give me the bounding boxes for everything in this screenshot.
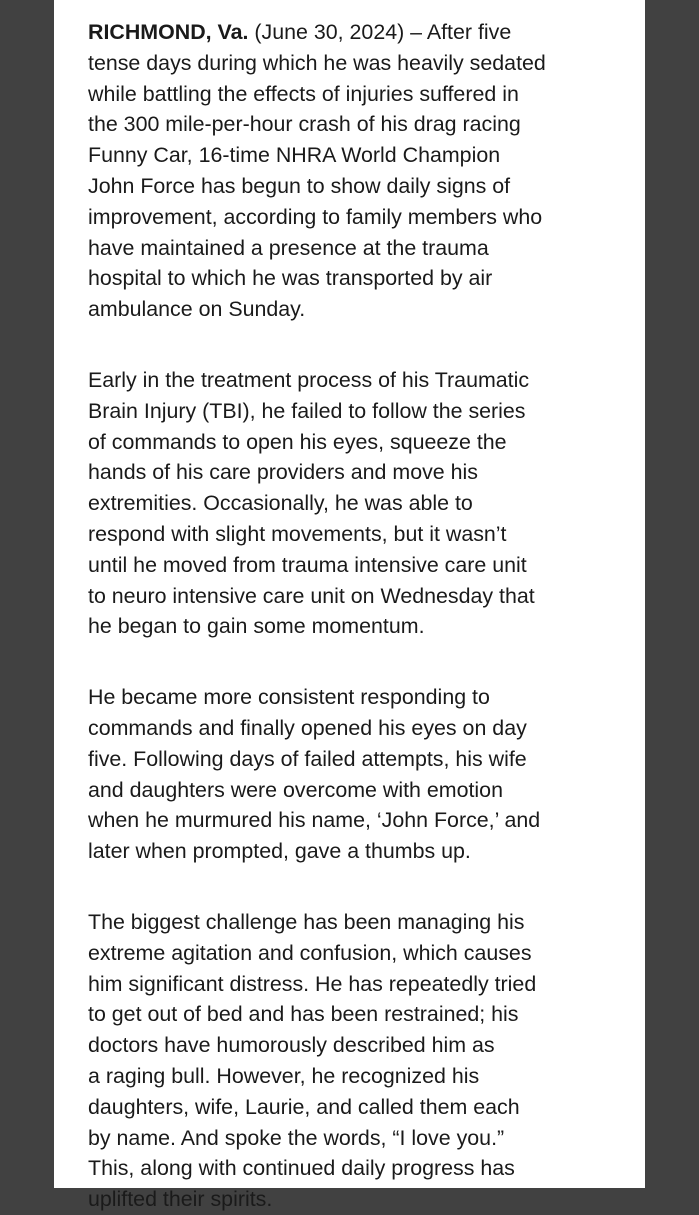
paragraph-line: commands and finally opened his eyes on day — [88, 715, 527, 740]
article-paragraph-3 — [88, 682, 645, 867]
paragraph-line: The biggest challenge has been managing his — [88, 909, 525, 934]
paragraph-line: a raging bull. However, he recognized his — [88, 1063, 480, 1088]
paragraph-line: doctors have humorously described him as — [88, 1033, 495, 1058]
article-paragraph-2 — [88, 365, 645, 642]
paragraph-line: daughters, wife, Laurie, and called them each — [88, 1094, 520, 1119]
paragraph-line: while battling the effects of injuries suffered in — [88, 81, 519, 106]
paragraph-line: tense days during which he was heavily sedated — [88, 50, 546, 75]
paragraph-line: by name. And spoke the words, “I love you.” — [88, 1125, 505, 1150]
paragraph-line: respond with slight movements, but it wasn’t — [88, 521, 507, 546]
paragraph-line: the 300 mile-per-hour crash of his drag racing — [88, 112, 521, 137]
paragraph-line: He became more consistent responding to — [88, 685, 490, 710]
paragraph-line: when he murmured his name, ‘John Force,’ and — [88, 808, 541, 833]
paragraph-line: Brain Injury (TBI), he failed to follow the series — [88, 398, 526, 423]
paragraph-line: until he moved from trauma intensive care unit — [88, 552, 527, 577]
paragraph-line: he began to gain some momentum. — [88, 614, 425, 639]
dateline: RICHMOND, Va. — [88, 20, 249, 44]
paragraph-line: ambulance on Sunday. — [88, 297, 306, 322]
paragraph-line: hospital to which he was transported by air — [88, 266, 493, 291]
paragraph-line: This, along with continued daily progress has — [88, 1156, 515, 1181]
article-paragraph-4 — [88, 907, 645, 1215]
paragraph-line: Funny Car, 16-time NHRA World Champion — [88, 143, 501, 168]
paragraph-line: Early in the treatment process of his Traumatic — [88, 367, 530, 392]
paragraph-line: later when prompted, gave a thumbs up. — [88, 839, 471, 864]
paragraph-line: of commands to open his eyes, squeeze the — [88, 429, 507, 454]
paragraph-line: hands of his care providers and move his — [88, 460, 478, 485]
paragraph-line: him significant distress. He has repeatedly tried — [88, 971, 537, 996]
paragraph-line: extreme agitation and confusion, which causes — [88, 940, 532, 965]
paragraph-line: and daughters were overcome with emotion — [88, 777, 503, 802]
paragraph-line: have maintained a presence at the trauma — [88, 235, 489, 260]
paragraph-line — [88, 17, 645, 48]
dateline-continuation: (June 30, 2024) – After five — [248, 20, 512, 44]
paragraph-line: uplifted their spirits. — [88, 1187, 273, 1212]
paragraph-line: improvement, according to family members who — [88, 204, 543, 229]
paragraph-line: John Force has begun to show daily signs of — [88, 173, 511, 198]
paragraph-line: extremities. Occasionally, he was able to — [88, 491, 473, 516]
paragraph-line: to get out of bed and has been restrained; his — [88, 1002, 519, 1027]
article-paragraph-1 — [88, 17, 645, 325]
article-page — [54, 0, 645, 1212]
paragraph-line: five. Following days of failed attempts, his wife — [88, 746, 527, 771]
paragraph-line: to neuro intensive care unit on Wednesday that — [88, 583, 535, 608]
